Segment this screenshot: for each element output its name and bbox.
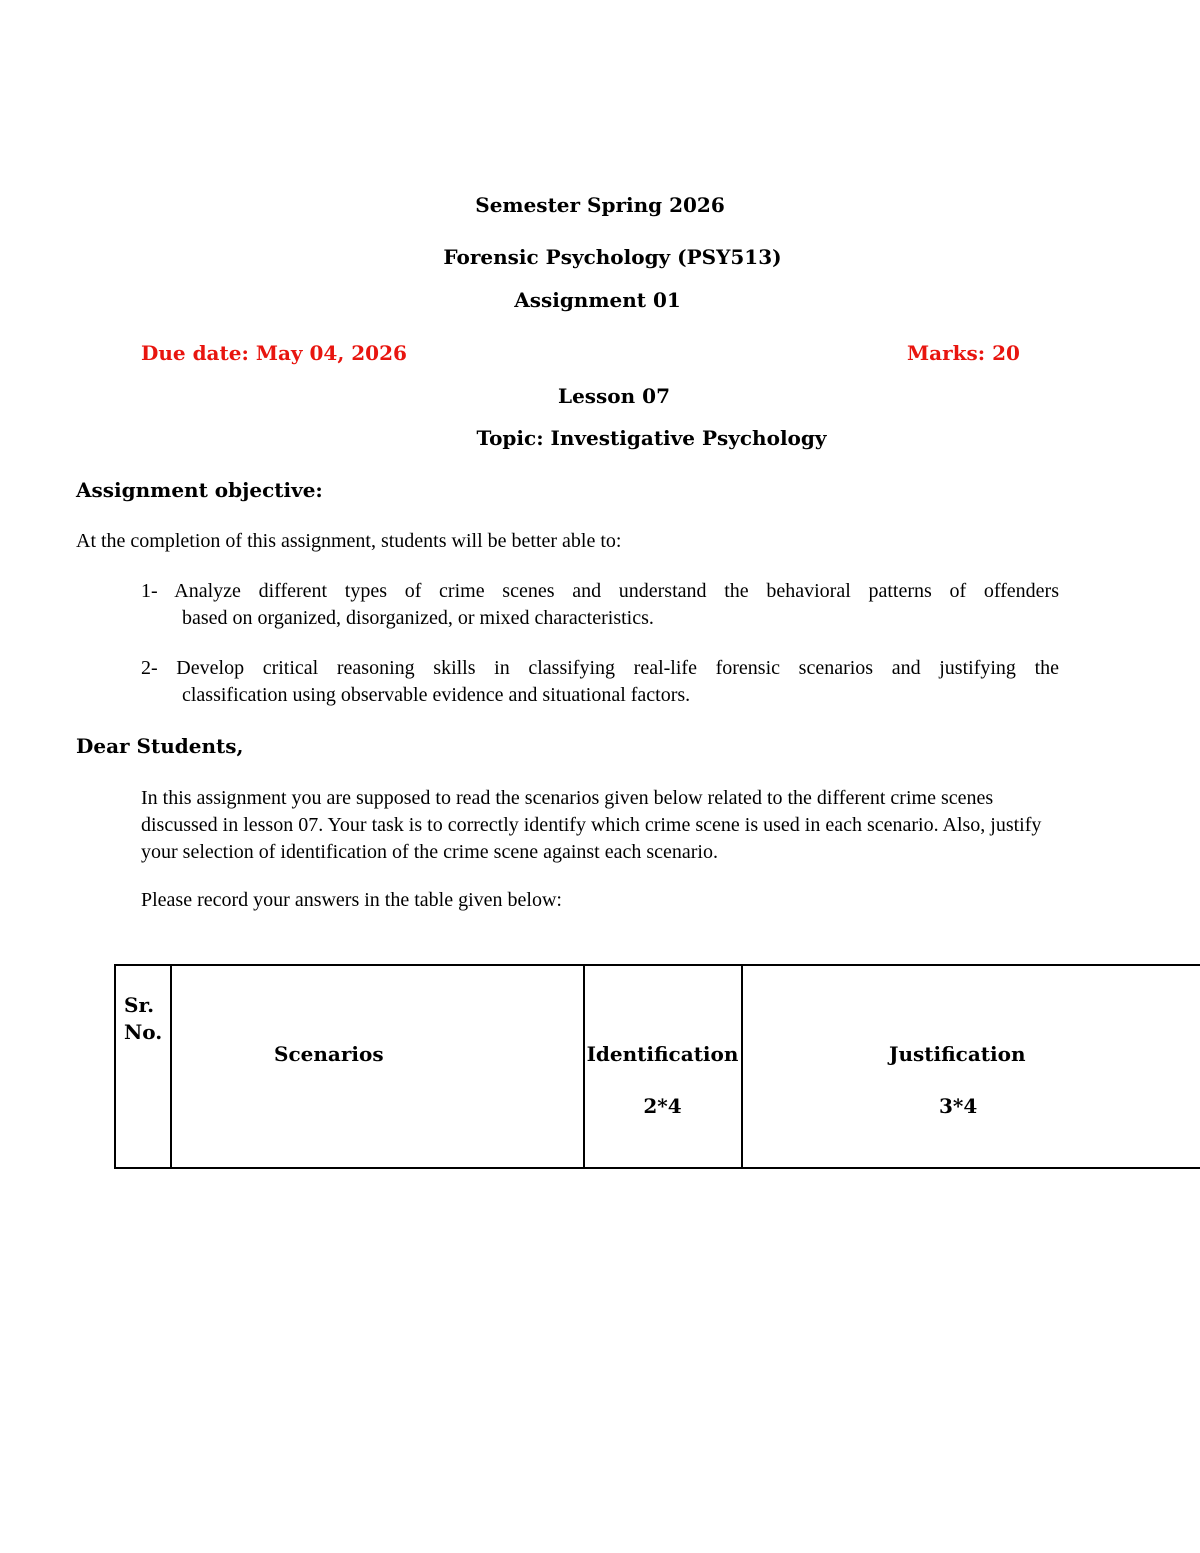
- no-label-line: No.: [124, 1020, 163, 1044]
- topic-title: [0, 426, 1200, 450]
- objective-intro: At the completion of this assignment, students will be better able to:: [76, 530, 622, 552]
- sr-no-label: [124, 992, 162, 1046]
- identification-marks: 2*4: [643, 1094, 682, 1118]
- objective-item: [141, 578, 1059, 632]
- table-header-identification: [585, 966, 743, 1167]
- objective-item-line: classification using observable evidence and situational factors.: [182, 684, 691, 706]
- justification-marks: 3*4: [939, 1094, 978, 1118]
- topic-label: Topic: [476, 426, 537, 450]
- instructions-paragraph: In this assignment you are supposed to read the scenarios given below related to the different crime scenes discussed in lesson 07. Your task is to correctly identify which crime scene is used in each scenario. Also, justify your selection of identification of the crime scene against each scenario.: [141, 787, 1042, 863]
- table-header-sr-no: [116, 966, 172, 1167]
- objective-item: [141, 655, 1059, 709]
- objective-item-line: 1- Analyze different types of crime scenes and understand the behavioral patterns of offenders: [141, 580, 1059, 602]
- objective-item-line: based on organized, disorganized, or mixed characteristics.: [182, 607, 654, 629]
- answer-table: [114, 964, 1200, 1169]
- course-title: Forensic Psychology (PSY513): [443, 245, 782, 269]
- objective-heading: Assignment objective:: [76, 478, 323, 502]
- assignment-title: Assignment 01: [514, 288, 681, 312]
- topic-value: : Investigative Psychology: [536, 426, 827, 450]
- identification-label: Identification: [586, 1042, 739, 1066]
- objective-item-line: 2- Develop critical reasoning skills in classifying real-life forensic scenarios and justifying the: [141, 657, 1059, 679]
- total-marks: Marks: 20: [907, 341, 1020, 365]
- table-header-scenarios: [172, 966, 585, 1167]
- table-header-justification: [743, 966, 1200, 1167]
- scenarios-label: Scenarios: [274, 1042, 384, 1066]
- sr-label-line: Sr.: [124, 993, 155, 1017]
- salutation: Dear Students,: [76, 734, 244, 758]
- justification-label: Justification: [889, 1042, 1026, 1066]
- semester-title: Semester Spring 2026: [475, 193, 725, 217]
- lesson-title: Lesson 07: [558, 384, 670, 408]
- due-date: Due date: May 04, 2026: [141, 341, 407, 365]
- table-instruction: Please record your answers in the table given below:: [141, 889, 562, 911]
